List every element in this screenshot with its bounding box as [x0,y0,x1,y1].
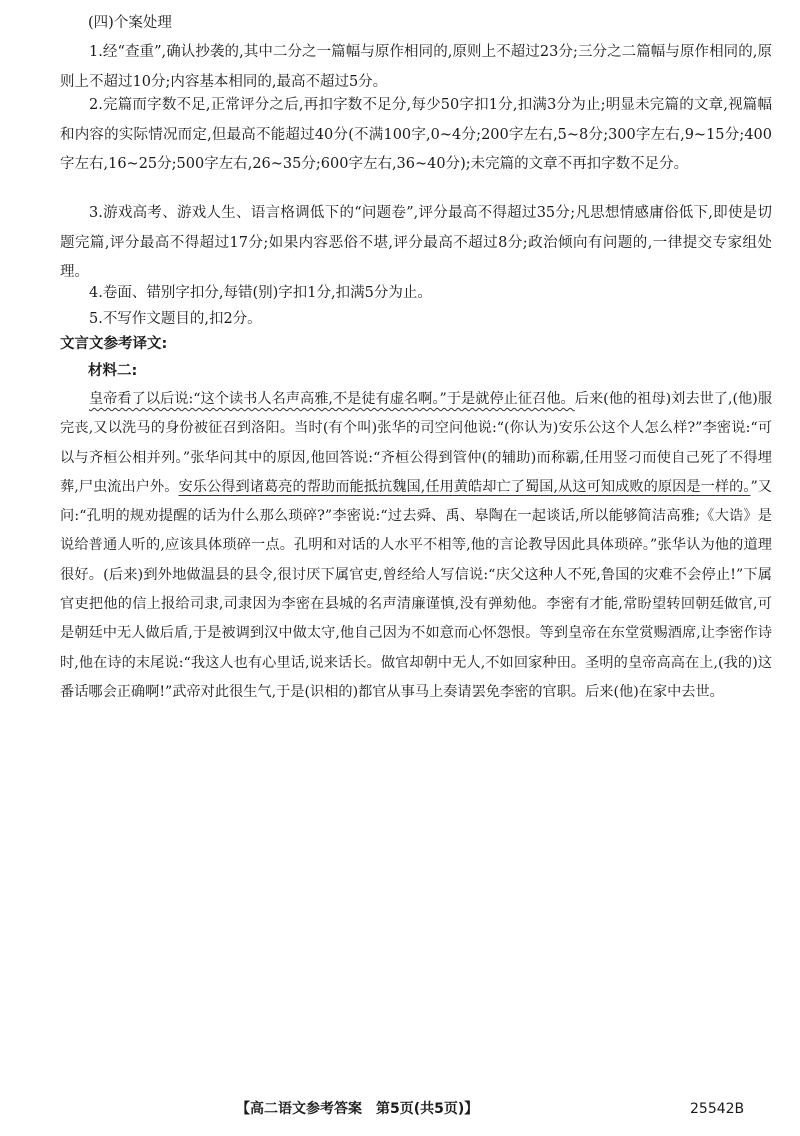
footer-code: 25542B [690,1101,745,1117]
section-heading: (四)个案处理 [88,15,172,31]
rule-item-2: 2.完篇而字数不足,正常评分之后,再扣字数不足分,每少50字扣1分,扣满3分为止;明显未完篇的文章,视篇幅和内容的实际情况而定,但最高不能超过40分(不满100字,0~4分;200字左右,5~8分;300字左右,9~15分;400字左右,16~25分;500字左右,26~35分;600字左右,36~40分);未完篇的文章不再扣字数不足分。 [60,97,772,173]
rule-item-1: 1.经“查重”,确认抄袭的,其中二分之一篇幅与原作相同的,原则上不超过23分;三分之二篇幅与原作相同的,原则上不超过10分;内容基本相同的,最高不超过5分。 [60,44,772,90]
wavy-underlined-sentence: 皇帝看了以后说:“这个读书人名声高雅,不是徒有虚名啊。”于是就停止征召他。 [89,391,575,407]
translation-segment: 后来(他的祖母)刘去世了,(他)服完丧,又以洗马的身份被征召到洛阳。当时(有个叫)张华的司空问他说:“(你认为)安乐公这个人怎么样?”李密说:“可以与齐桓公相并列。”张华问其中的原因,他回答说:“齐桓公得到管仲(的辅助)而称霸,任用竖刁而使自己死了不得埋葬,尸虫流出户外。 [60,391,773,495]
translation-segment: ”又问:“孔明的规劝提醒的话为什么那么琐碎?”李密说:“过去舜、禹、皋陶在一起谈话,所以能够简洁高雅;《大诰》是说给普通人听的,应该具体琐碎一点。孔明和对话的人水平不相等,他的言论教导因此具体琐碎。”张华认为他的道理很好。(后来)到外地做温县的县令,很讨厌下属官吏,曾经给人写信说:“庆父这种人不死,鲁国的灾难不会停止!”下属官吏把他的信上报给司隶,司隶因为李密在县城的名声清廉谨慎,没有弹劾他。李密有才能,常盼望转回朝廷做官,可是朝廷中无人做后盾,于是被调到汉中做太守,他自己因为不如意而心怀怨恨。等到皇帝在东堂赏赐酒席,让李密作诗时,他在诗的末尾说:“我这人也有心里话,说来话长。做官却朝中无人,不如回家种田。圣明的皇帝高高在上,(我的)这番话哪会正确啊!”武帝对此很生气,于是(识相的)都官从事马上奏请罢免李密的官职。后来(他)在家中去世。 [60,478,772,700]
translation-heading: 文言文参考译文: [60,336,168,352]
material-heading: 材料二: [88,363,138,379]
rule-item-4: 4.卷面、错别字扣分,每错(别)字扣1分,扣满5分为止。 [89,285,432,301]
rule-item-5: 5.不写作文题目的,扣2分。 [89,311,262,327]
underlined-sentence: 安乐公得到诸葛亮的帮助而能抵抗魏国,任用黄皓却亡了蜀国,从这可知成败的原因是一样的。 [178,478,751,495]
footer-page-info: 【高二语文参考答案 第5页(共5页)】 [236,1101,479,1117]
translation-text [60,385,772,707]
rule-item-3: 3.游戏高考、游戏人生、语言格调低下的“问题卷”,评分最高不得超过35分;凡思想情感庸俗低下,即使是切题完篇,评分最高不得超过17分;如果内容恶俗不堪,评分最高不超过8分;政治倾向有问题的,一律提交专家组处理。 [60,205,772,281]
